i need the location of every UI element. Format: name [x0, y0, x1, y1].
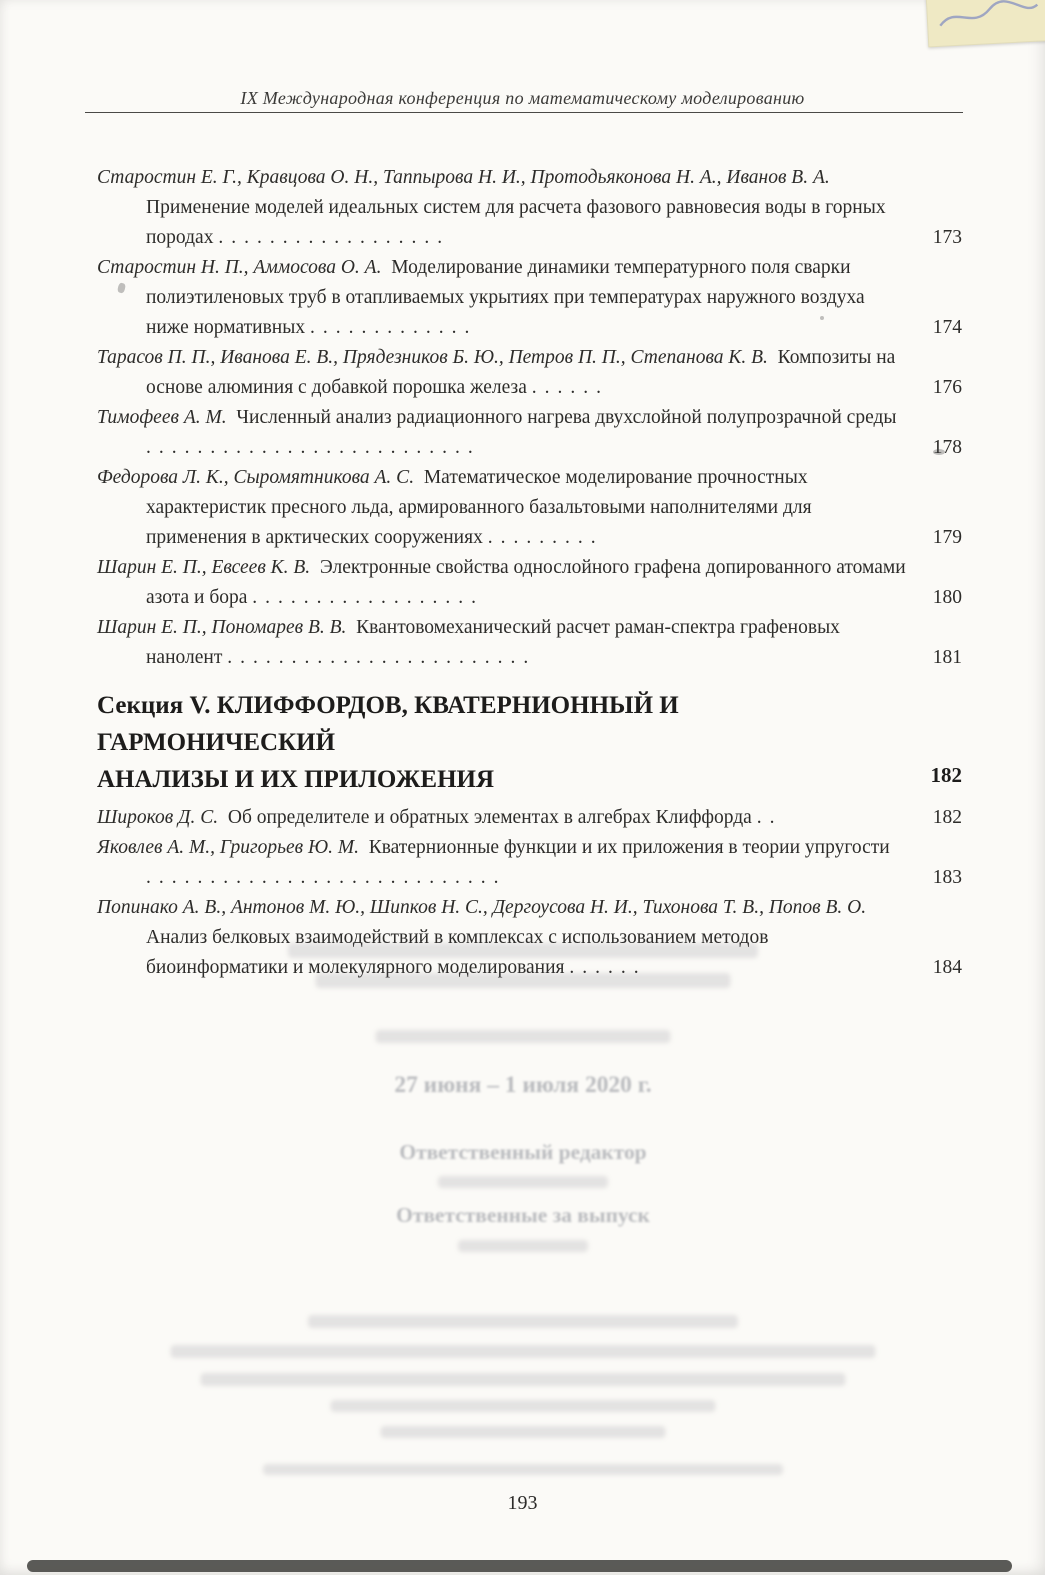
entry-authors: Федорова Л. К., Сыромятникова А. С.: [97, 467, 424, 488]
bleedthrough-smudge: [288, 943, 758, 958]
toc-entry: [97, 553, 962, 613]
scan-speck: [820, 316, 824, 320]
entry-page-number: 178: [932, 437, 962, 458]
bleedthrough-smudge: [380, 1426, 665, 1438]
scan-speck: [933, 449, 945, 455]
entry-page-number: 182: [932, 807, 962, 828]
entry-title: Электронные свойства однослойного графена допированного атомами азота и бора: [146, 557, 906, 608]
dot-leader: ..................: [252, 587, 485, 608]
entry-authors: Шарин Е. П., Евсеев К. В.: [97, 557, 320, 578]
bleedthrough-editor-line: Ответственный редактор: [398, 1140, 647, 1164]
dot-leader: ..........................: [146, 437, 481, 458]
section-heading: [97, 687, 962, 798]
dot-leader: ......: [531, 377, 609, 398]
dot-leader: .............: [309, 317, 478, 338]
page-number: 193: [507, 1492, 538, 1514]
entry-title: Численный анализ радиационного нагрева двухслойной полупрозрачной среды: [236, 407, 897, 428]
section-heading-line2: АНАЛИЗЫ И ИХ ПРИЛОЖЕНИЯ: [97, 766, 495, 793]
entry-page-number: 176: [932, 377, 962, 398]
entry-authors: Старостин Н. П., Аммосова О. А.: [97, 257, 392, 278]
entry-authors: Старостин Е. Г., Кравцова О. Н., Таппырова Н. И., Протодьяконова Н. А., Иванов В. А.: [97, 167, 835, 188]
entry-title: Кватернионные функции и их приложения в теории упругости: [368, 837, 890, 858]
bleedthrough-smudge: [458, 1240, 588, 1252]
running-head: IX Международная конференция по математическому моделированию: [240, 88, 805, 108]
bleedthrough-smudge: [170, 1345, 875, 1358]
entry-authors: Шарин Е. П., Пономарев В. В.: [97, 617, 357, 638]
entry-authors: Тимофеев А. М.: [97, 407, 237, 428]
sticker-pen-mark-icon: [927, 0, 1045, 42]
bleedthrough-smudge: [200, 1373, 845, 1386]
entry-title: Квантовомеханический расчет раман-спектра графеновых нанолент: [146, 617, 840, 668]
toc-entry: [97, 253, 962, 343]
entry-title: Применение моделей идеальных систем для расчета фазового равновесия воды в горных породах: [146, 197, 886, 248]
entry-title: Анализ белковых взаимодействий в комплексах с использованием методов биоинформатики и молекулярного моделирования: [146, 927, 769, 978]
table-of-contents: [97, 163, 962, 983]
toc-entries-top: [97, 163, 962, 673]
corner-sticker: [926, 0, 1045, 47]
entry-page-number: 181: [932, 647, 962, 668]
entry-title: Об определителе и обратных элементах в алгебрах Клиффорда: [227, 807, 757, 828]
entry-page-number: 184: [932, 957, 962, 978]
toc-entry: [97, 163, 962, 253]
bleedthrough-smudge: [263, 1464, 783, 1475]
scanner-bed-edge: [27, 1560, 1012, 1572]
entry-authors: Широков Д. С.: [97, 807, 228, 828]
section-page-number: 182: [930, 763, 962, 787]
toc-entry: [97, 893, 962, 983]
entry-page-number: 179: [932, 527, 962, 548]
dot-leader: ..................: [218, 227, 451, 248]
entry-title: Композиты на основе алюминия с добавкой порошка железа: [146, 347, 896, 398]
entry-page-number: 173: [932, 227, 962, 248]
dot-leader: ..: [756, 807, 783, 828]
bleedthrough-dates: 27 июня – 1 июля 2020 г.: [393, 1072, 652, 1097]
section-heading-line1: Секция V. КЛИФФОРДОВ, КВАТЕРНИОННЫЙ И ГАРМОНИЧЕСКИЙ: [97, 692, 679, 756]
toc-entry: [97, 613, 962, 673]
toc-entry: [97, 803, 962, 833]
toc-entry: [97, 343, 962, 403]
entry-authors: Яковлев А. М., Григорьев Ю. М.: [97, 837, 369, 858]
toc-entry: [97, 403, 962, 463]
toc-entry: [97, 463, 962, 553]
bleedthrough-smudge: [375, 1030, 670, 1043]
toc-entry: [97, 833, 962, 893]
dot-leader: .........: [487, 527, 604, 548]
bleedthrough-smudge: [330, 1400, 715, 1412]
entry-title: Математическое моделирование прочностных характеристик пресного льда, армированного базальтовыми наполнителями для применения в арктических сооружениях: [146, 467, 812, 548]
entry-page-number: 180: [932, 587, 962, 608]
entry-title: Моделирование динамики температурного поля сварки полиэтиленовых труб в отапливаемых укрытиях при температурах наружного воздуха ниже нормативных: [146, 257, 865, 338]
entry-authors: Попинако А. В., Антонов М. Ю., Шипков Н. С., Дергоусова Н. И., Тихонова Т. В., Попов В. О.: [97, 897, 872, 918]
entry-page-number: 183: [932, 867, 962, 888]
bleedthrough-issue-line: Ответственные за выпуск: [395, 1203, 650, 1227]
dot-leader: ......: [569, 957, 647, 978]
header-rule: [85, 112, 963, 113]
dot-leader: ........................: [227, 647, 537, 668]
entry-page-number: 174: [932, 317, 962, 338]
dot-leader: ............................: [146, 867, 507, 888]
bleedthrough-smudge: [315, 973, 730, 988]
bleedthrough-smudge: [438, 1176, 608, 1188]
bleedthrough-smudge: [308, 1315, 738, 1328]
entry-authors: Тарасов П. П., Иванова Е. В., Прядезников Б. Ю., Петров П. П., Степанова К. В.: [97, 347, 778, 368]
